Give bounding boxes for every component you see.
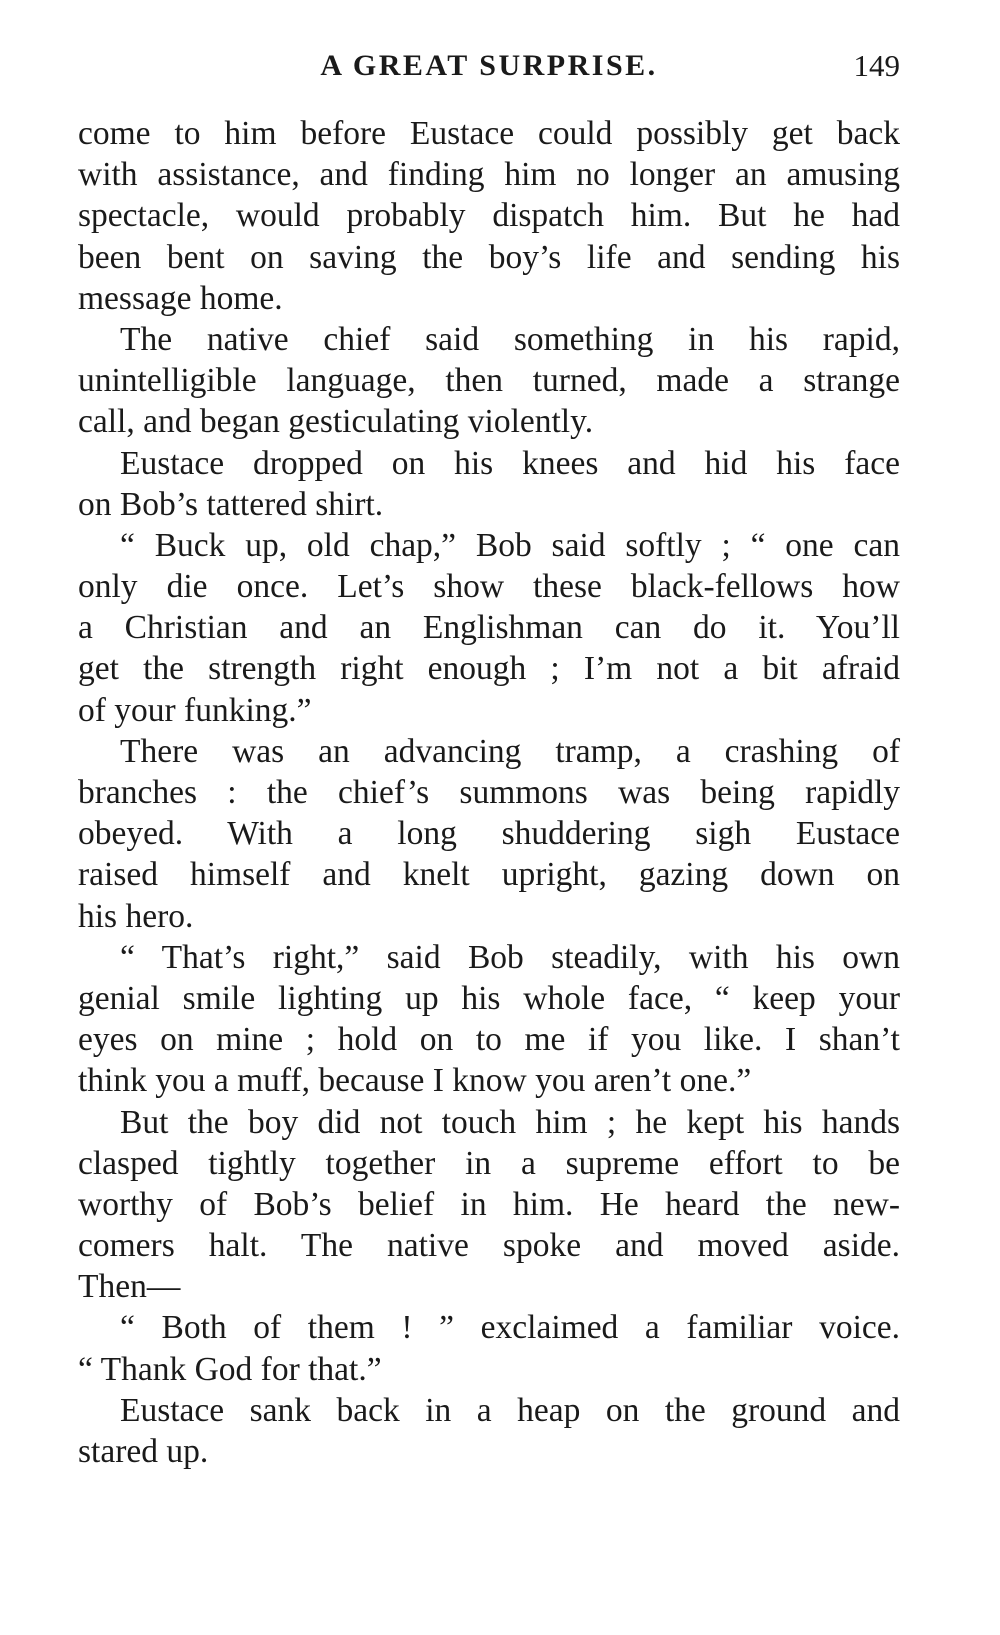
text-line: message home. <box>78 279 283 317</box>
text-line: Eustace sank back in a heap on the ground and <box>120 1391 900 1429</box>
text-line: “ Thank God for that.” <box>78 1350 382 1388</box>
text-line: with assistance, and finding him no longer an amusing <box>78 156 900 194</box>
text-line: spectacle, would probably dispatch him. But he had <box>78 197 900 235</box>
text-line: Then— <box>78 1268 181 1306</box>
text-line: on Bob’s tattered shirt. <box>78 485 384 523</box>
text-line: “ Both of them ! ” exclaimed a familiar voice. <box>120 1309 900 1347</box>
running-title: A GREAT SURPRISE. <box>320 49 658 82</box>
text-line: raised himself and knelt upright, gazing down on <box>78 856 900 894</box>
text-line: There was an advancing tramp, a crashing of <box>120 732 900 770</box>
text-line: only die once. Let’s show these black-fellows how <box>78 568 900 606</box>
text-line: get the strength right enough ; I’m not a bit afraid <box>78 650 900 688</box>
text-line: been bent on saving the boy’s life and sending his <box>78 238 900 276</box>
text-line: a Christian and an Englishman can do it. You’ll <box>78 609 900 647</box>
text-line: obeyed. With a long shuddering sigh Eustace <box>78 815 900 853</box>
text-line: “ That’s right,” said Bob steadily, with his own <box>120 938 900 976</box>
text-line: Eustace dropped on his knees and hid his face <box>120 444 900 482</box>
text-line: come to him before Eustace could possibly get back <box>78 115 900 152</box>
text-line: worthy of Bob’s belief in him. He heard the new- <box>78 1185 900 1223</box>
text-line: comers halt. The native spoke and moved aside. <box>78 1227 900 1265</box>
text-line: But the boy did not touch him ; he kept his hands <box>120 1103 900 1141</box>
text-line: of your funking.” <box>78 691 312 729</box>
text-line: genial smile lighting up his whole face, “ keep your <box>78 979 900 1017</box>
text-line: stared up. <box>78 1433 209 1470</box>
text-line: his hero. <box>78 897 194 935</box>
text-line: “ Buck up, old chap,” Bob said softly ; “ one can <box>120 526 900 564</box>
text-line: think you a muff, because I know you aren’t one.” <box>78 1062 752 1100</box>
text-line: clasped tightly together in a supreme effort to be <box>78 1144 900 1182</box>
body-text <box>78 113 900 1472</box>
text-line: branches : the chief’s summons was being rapidly <box>78 774 900 811</box>
page-number: 149 <box>853 48 900 83</box>
text-line: call, and began gesticulating violently. <box>78 403 594 441</box>
text-line: The native chief said something in his rapid, <box>120 320 900 358</box>
text-line: eyes on mine ; hold on to me if you like. I shan’t <box>78 1021 900 1059</box>
running-head <box>78 44 900 88</box>
text-line: unintelligible language, then turned, made a strange <box>78 362 900 400</box>
